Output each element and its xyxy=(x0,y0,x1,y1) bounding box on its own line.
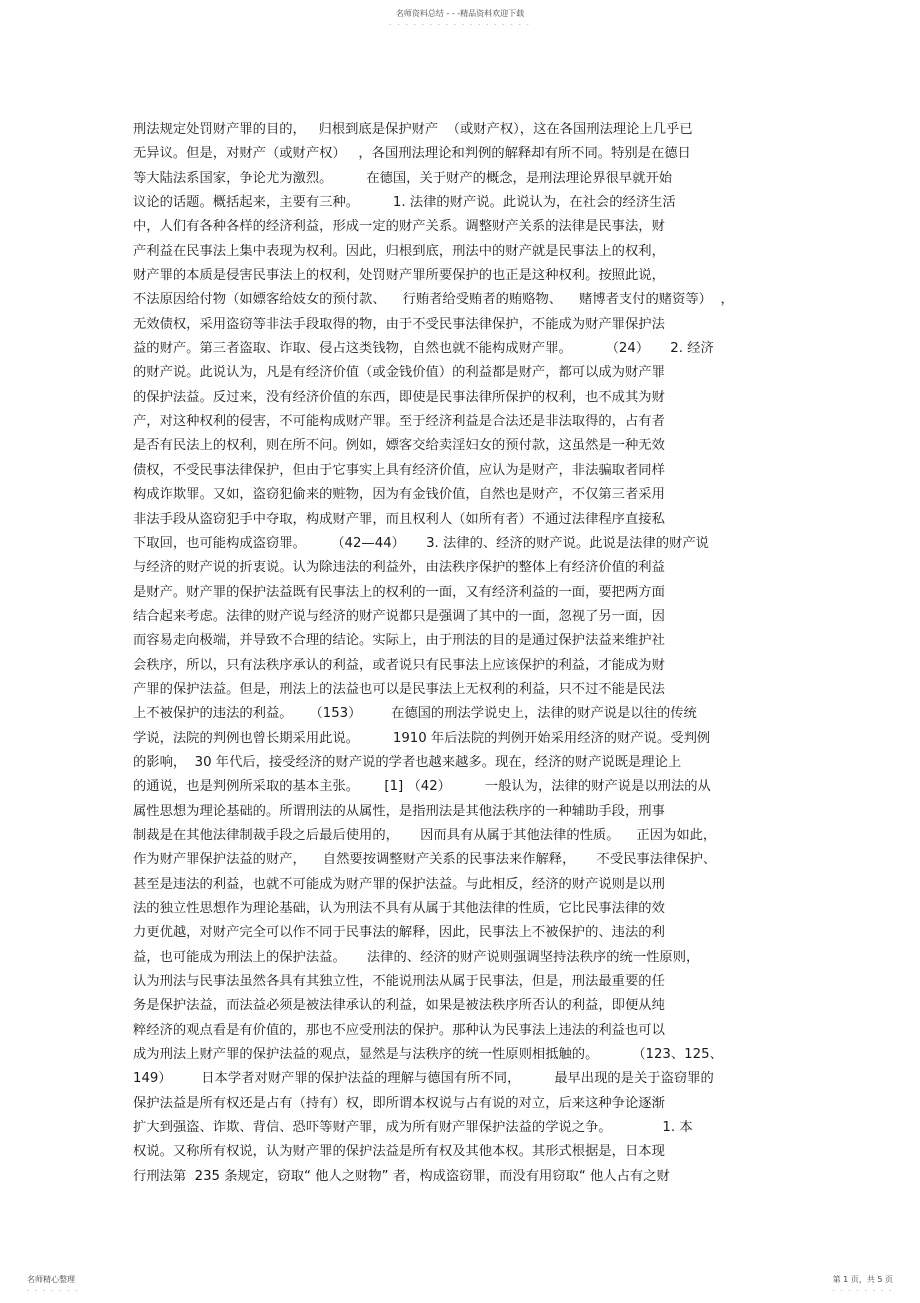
page-number: 第 1 页，共 5 页 xyxy=(832,1275,893,1284)
text-line: 益的财产。第三者盗取、诈取、侵占这类钱物，自然也就不能构成财产罪。 （24） 2. 经济 xyxy=(133,341,714,357)
text-line: 法的独立性思想作为理论基础，认为刑法不具有从属于其他法律的性质，它比民事法律的效 xyxy=(133,901,665,916)
text-line: 产，对这种权利的侵害，不可能构成财产罪。至于经济利益是合法还是非法取得的，占有者 xyxy=(133,414,665,430)
text-line: 中，人们有各种各样的经济利益，形成一定的财产关系。调整财产关系的法律是民事法，财 xyxy=(133,219,665,235)
text-line: 权说。又称所有权说，认为财产罪的保护法益是所有权及其他本权。其形式根据是，日本现 xyxy=(133,1144,665,1160)
text-line: 成为刑法上财产罪的保护法益的观点，显然是与法秩序的统一性原则相抵触的。 （123、125、 xyxy=(133,1047,723,1063)
text-line: 扩大到强盗、诈欺、背信、恐吓等财产罪，成为所有财产罪保护法益的学说之争。 1. 本 xyxy=(133,1120,693,1136)
text-line: 与经济的财产说的折衷说。认为除违法的利益外，由法秩序保护的整体上有经济价值的利益 xyxy=(133,560,665,576)
text-line: 益，也可能成为刑法上的保护法益。 法律的、经济的财产说则强调坚持法秩序的统一性原则， xyxy=(133,949,700,965)
text-line: 粹经济的观点看是有价值的，那也不应受刑法的保护。那种认为民事法上违法的利益也可以 xyxy=(133,1022,665,1038)
text-line: 下取回，也可能构成盗窃罪。 （42—44） 3. 法律的、经济的财产说。此说是法律的财产说 xyxy=(133,535,709,551)
text-line: 属性思想为理论基础的。所谓刑法的从属性，是指刑法是其他法秩序的一种辅助手段，刑事 xyxy=(133,803,665,819)
text-line: 构成诈欺罪。又如，盗窃犯偷来的赃物，因为有金钱价值，自然也是财产，不仅第三者采用 xyxy=(133,487,665,503)
text-line: 认为刑法与民事法虽然各具有其独立性，不能说刑法从属于民事法，但是，刑法最重要的任 xyxy=(133,974,665,990)
text-line: 是财产。财产罪的保护法益既有民事法上的权利的一面，又有经济利益的一面，要把两方面 xyxy=(133,584,665,600)
text-line: 非法手段从盗窃犯手中夺取，构成财产罪，而且权利人（如所有者）不通过法律程序直接私 xyxy=(133,511,665,527)
footer-left-dots: - - - - - - - xyxy=(27,1287,80,1294)
text-line: 149） 日本学者对财产罪的保护法益的理解与德国有所不同， 最早出现的是关于盗窃罪的 xyxy=(133,1071,714,1087)
text-line: 债权，不受民事法律保护，但由于它事实上具有经济价值，应认为是财产，非法骗取者同样 xyxy=(133,462,665,478)
footer-left-label: 名师精心整理 xyxy=(27,1275,75,1284)
text-line: 而容易走向极端，并导致不合理的结论。实际上，由于刑法的目的是通过保护法益来维护社 xyxy=(133,633,665,649)
text-line: 学说，法院的判例也曾长期采用此说。 1910 年后法院的判例开始采用经济的财产说。受判例 xyxy=(133,730,711,746)
text-line: 产利益在民事法上集中表现为权利。因此，归根到底，刑法中的财产就是民事法上的权利， xyxy=(133,243,665,259)
text-line: 财产罪的本质是侵害民事法上的权利，处罚财产罪所要保护的也正是这种权利。按照此说， xyxy=(133,268,665,284)
header-dots: - - - - - - - - - - - - - - - - - - xyxy=(389,21,531,28)
text-line: 的财产说。此说认为，凡是有经济价值（或金钱价值）的利益都是财产，都可以成为财产罪 xyxy=(133,365,665,381)
text-line: 产罪的保护法益。但是，刑法上的法益也可以是民事法上无权利的利益，只不过不能是民法 xyxy=(133,681,665,697)
text-line: 等大陆法系国家，争论尤为激烈。 在德国，关于财产的概念，是刑法理论界很早就开始 xyxy=(133,170,673,186)
text-line: 甚至是违法的利益，也就不可能成为财产罪的保护法益。与此相反，经济的财产说则是以刑 xyxy=(133,876,665,892)
text-line: 的影响， 30 年代后，接受经济的财产说的学者也越来越多。现在，经济的财产说既是理论上 xyxy=(133,754,682,770)
text-line: 作为财产罪保护法益的财产， 自然要按调整财产关系的民事法来作解释， 不受民事法律保护、 xyxy=(133,852,717,868)
text-line: 是否有民法上的权利，则在所不问。例如，嫖客交给卖淫妇女的预付款，这虽然是一种无效 xyxy=(133,438,665,454)
text-line: 刑法规定处罚财产罪的目的， 归根到底是保护财产 （或财产权），这在各国刑法理论上几乎已 xyxy=(133,122,693,137)
text-line: 务是保护法益，而法益必须是被法律承认的利益，如果是被法秩序所否认的利益，即便从纯 xyxy=(133,998,665,1014)
text-line: 力更优越，对财产完全可以作不同于民事法的解释，因此，民事法上不被保护的、违法的利 xyxy=(133,925,665,941)
text-line: 不法原因给付物（如嫖客给妓女的预付款、 行贿者给受贿者的贿赂物、 赌博者支付的赌资等） ， xyxy=(133,292,734,308)
text-line: 行刑法第 235 条规定，窃取“ 他人之财物” 者，构成盗窃罪，而没有用窃取“ 他人占有之财 xyxy=(133,1168,670,1184)
text-line: 上不被保护的违法的利益。 （153） 在德国的刑法学说史上，法律的财产说是以往的传统 xyxy=(133,706,697,722)
document-body xyxy=(133,118,793,1189)
text-line: 会秩序，所以，只有法秩序承认的利益，或者说只有民事法上应该保护的利益，才能成为财 xyxy=(133,657,665,673)
text-line: 无异议。但是，对财产（或财产权） ，各国刑法理论和判例的解释却有所不同。特别是在德日 xyxy=(133,146,691,162)
text-line: 保护法益是所有权还是占有（持有）权，即所谓本权说与占有说的对立，后来这种争论逐渐 xyxy=(133,1095,665,1111)
text-line: 制裁是在其他法律制裁手段之后最后使用的， 因而具有从属于其他法律的性质。 正因为如此， xyxy=(133,827,717,843)
text-line: 无效债权，采用盗窃等非法手段取得的物，由于不受民事法律保护，不能成为财产罪保护法 xyxy=(133,316,665,332)
text-line: 的通说，也是判例所采取的基本主张。 [1] （42） 一般认为，法律的财产说是以刑法的从 xyxy=(133,779,711,795)
text-line: 的保护法益。反过来，没有经济价值的东西，即使是民事法律所保护的权利，也不成其为财 xyxy=(133,389,665,405)
footer-right-dots: - - - - - - - - xyxy=(832,1287,893,1294)
text-line: 结合起来考虑。法律的财产说与经济的财产说都只是强调了其中的一面，忽视了另一面，因 xyxy=(133,608,665,624)
text-line: 议论的话题。概括起来，主要有三种。 1. 法律的财产说。此说认为，在社会的经济生活 xyxy=(133,195,676,211)
page-header: 名师资料总结 - - -精品资料欢迎下载 xyxy=(395,9,525,18)
